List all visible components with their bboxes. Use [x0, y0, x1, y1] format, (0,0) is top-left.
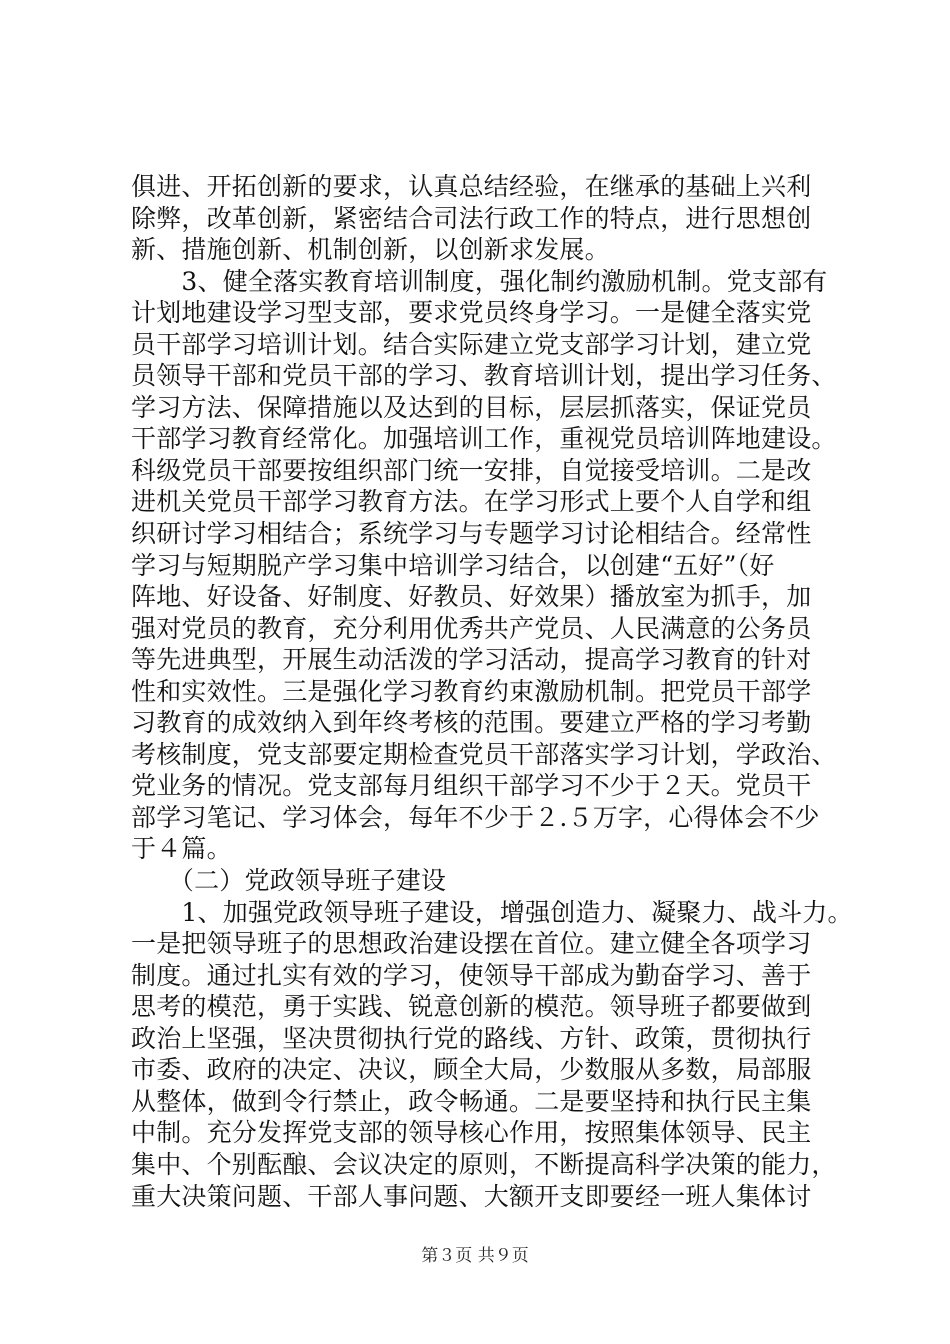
- text-line: 等先进典型，开展生动活泼的学习活动，提高学习教育的针对: [131, 645, 812, 675]
- text-line: 科级党员干部要按组织部门统一安排，自觉接受培训。二是改: [131, 455, 812, 485]
- text-line: 织研讨学习相结合；系统学习与专题学习讨论相结合。经常性: [131, 519, 812, 549]
- text-line: 强对党员的教育，充分利用优秀共产党员、人民满意的公务员: [131, 613, 812, 643]
- text-line: 进机关党员干部学习教育方法。在学习形式上要个人自学和组: [131, 487, 812, 517]
- text-line: 新、措施创新、机制创新，以创新求发展。: [131, 235, 610, 265]
- text-line: 思考的模范，勇于实践、锐意创新的模范。领导班子都要做到: [131, 992, 812, 1022]
- text-line: 学习与短期脱产学习集中培训学习结合，以创建“五好”（好: [131, 550, 775, 580]
- text-line: 员干部学习培训计划。结合实际建立党支部学习计划，建立党: [131, 329, 812, 359]
- text-line: 制度。通过扎实有效的学习，使领导干部成为勤奋学习、善于: [131, 960, 812, 990]
- text-line: 计划地建设学习型支部，要求党员终身学习。一是健全落实党: [131, 298, 812, 328]
- text-line: 于４篇。: [131, 834, 232, 864]
- text-line: 政治上坚强，坚决贯彻执行党的路线、方针、政策，贯彻执行: [131, 1023, 812, 1053]
- text-line: （二）党政领导班子建设: [131, 866, 447, 896]
- text-line: 除弊，改革创新，紧密结合司法行政工作的特点，进行思想创: [131, 203, 812, 233]
- text-line: 党业务的情况。党支部每月组织干部学习不少于２天。党员干: [131, 771, 812, 801]
- text-line: 市委、政府的决定、决议，顾全大局，少数服从多数，局部服: [131, 1055, 812, 1085]
- text-line: 3、健全落实教育培训制度，强化制约激励机制。党支部有: [131, 266, 828, 296]
- text-line: 阵地、好设备、好制度、好教员、好效果）播放室为抓手，加: [131, 582, 812, 612]
- text-line: 1、加强党政领导班子建设，增强创造力、凝聚力、战斗力。: [131, 897, 853, 927]
- text-line: 考核制度，党支部要定期检查党员干部落实学习计划，学政治、: [131, 739, 837, 769]
- text-line: 中制。充分发挥党支部的领导核心作用，按照集体领导、民主: [131, 1118, 812, 1148]
- text-line: 集中、个别酝酿、会议决定的原则，不断提高科学决策的能力，: [131, 1149, 837, 1179]
- text-line: 俱进、开拓创新的要求，认真总结经验，在继承的基础上兴利: [131, 172, 812, 201]
- text-line: 习教育的成效纳入到年终考核的范围。要建立严格的学习考勤: [131, 708, 812, 738]
- text-line: 一是把领导班子的思想政治建设摆在首位。建立健全各项学习: [131, 929, 812, 959]
- document-body: [131, 171, 853, 1212]
- text-line: 员领导干部和党员干部的学习、教育培训计划，提出学习任务、: [131, 361, 837, 391]
- text-line: 干部学习教育经常化。加强培训工作，重视党员培训阵地建设。: [131, 424, 837, 454]
- text-line: 从整体，做到令行禁止，政令畅通。二是要坚持和执行民主集: [131, 1086, 812, 1116]
- text-line: 部学习笔记、学习体会，每年不少于２.５万字，心得体会不少: [131, 802, 820, 832]
- text-line: 重大决策问题、干部人事问题、大额开支即要经一班人集体讨: [131, 1181, 812, 1211]
- text-line: 学习方法、保障措施以及达到的目标，层层抓落实，保证党员: [131, 392, 812, 422]
- text-line: 性和实效性。三是强化学习教育约束激励机制。把党员干部学: [131, 676, 812, 706]
- page-number-footer: 第３页 共９页: [421, 1246, 529, 1266]
